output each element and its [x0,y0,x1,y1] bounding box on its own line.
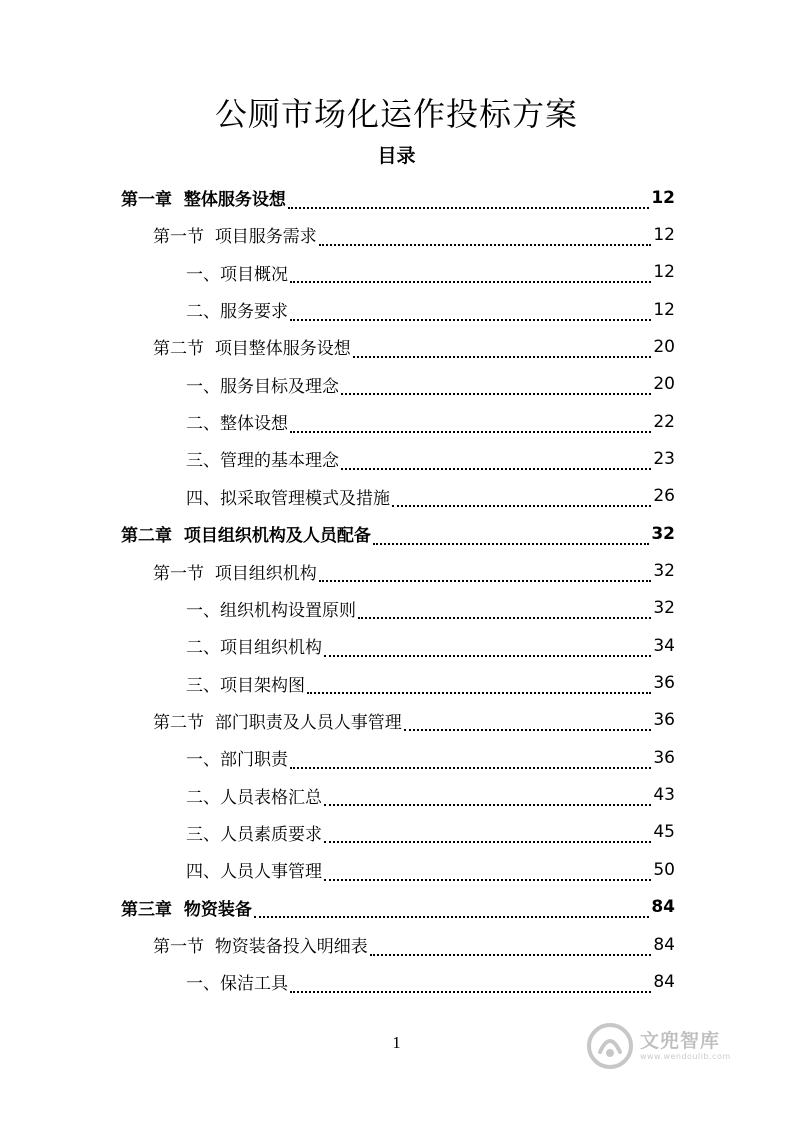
toc-entry-number: 一、 [186,600,220,621]
toc-heading: 目录 [377,145,416,167]
toc-entry-title: 人员表格汇总 [220,787,322,808]
toc-entry-page: 22 [653,411,675,432]
toc-section-entry[interactable] [153,328,675,365]
toc-section-entry[interactable] [153,926,675,963]
toc-subsection-entry[interactable] [186,478,675,515]
toc-subsection-entry[interactable] [186,403,675,440]
toc-dot-leader [341,454,651,470]
toc-dot-leader [324,790,651,806]
toc-dot-leader [324,865,651,881]
toc-entry-page: 23 [653,448,675,469]
toc-dot-leader [392,491,651,507]
toc-entry-title: 项目服务需求 [214,227,317,248]
toc-entry-number: 第一章 [121,190,184,210]
toc-chapter-entry[interactable] [121,515,675,552]
toc-entry-page: 20 [653,336,675,357]
toc-subsection-entry[interactable] [186,254,675,291]
toc-entry-number: 四、 [186,488,220,509]
toc-section-entry[interactable] [153,702,675,739]
toc-entry-number: 一、 [186,974,220,995]
toc-entry-page: 32 [651,523,675,544]
toc-subsection-entry[interactable] [186,440,675,477]
toc-entry-page: 12 [653,262,675,283]
toc-entry-title: 服务要求 [220,302,288,323]
toc-subsection-entry[interactable] [186,627,675,664]
toc-entry-page: 32 [653,561,675,581]
toc-entry-page: 84 [653,934,675,955]
toc-entry-page: 36 [653,673,675,694]
toc-entry-title: 项目概况 [220,264,288,285]
toc-dot-leader [373,529,649,545]
toc-section-entry[interactable] [153,553,675,590]
toc-entry-page: 12 [653,299,675,320]
toc-entry-page: 26 [653,486,675,507]
toc-entry-page: 20 [653,374,675,395]
toc-entry-number: 第一节 [153,227,215,248]
toc-entry-number: 第三章 [121,899,184,920]
watermark [586,1018,756,1074]
toc-entry-title: 组织机构设置原则 [220,600,356,621]
toc-dot-leader [290,977,651,993]
toc-dot-leader [319,566,652,582]
toc-entry-number: 第一节 [153,937,215,957]
toc-entry-page: 50 [653,859,675,880]
toc-entry-number: 二、 [186,302,220,323]
toc-entry-title: 保洁工具 [220,974,288,995]
toc-chapter-entry[interactable] [121,179,675,216]
toc-entry-number: 第二节 [153,339,215,360]
toc-dot-leader [319,230,652,246]
toc-entry-number: 第二节 [153,712,215,733]
toc-subsection-entry[interactable] [186,963,675,1000]
toc-entry-title: 部门职责及人员人事管理 [214,712,402,733]
watermark-name: 文兜智库 [640,1030,721,1052]
toc-dot-leader [324,827,651,843]
toc-subsection-entry[interactable] [186,777,675,814]
toc-entry-number: 第一节 [153,563,215,584]
toc-section-entry[interactable] [153,216,675,253]
toc-subsection-entry[interactable] [186,590,675,627]
toc-entry-page: 36 [653,747,675,768]
toc-entry-page: 12 [651,187,675,208]
toc-entry-page: 12 [653,224,675,245]
toc-entry-title: 服务目标及理念 [220,376,339,397]
toc-dot-leader [341,379,651,395]
toc-entry-number: 二、 [186,414,220,435]
toc-entry-title: 整体服务设想 [183,190,286,210]
toc-dot-leader [404,715,652,731]
toc-subsection-entry[interactable] [186,291,675,328]
toc-subsection-entry[interactable] [186,851,675,888]
toc-entry-number: 二、 [186,638,220,659]
toc-dot-leader [290,305,651,321]
toc-subsection-entry[interactable] [186,366,675,403]
toc-entry-page: 45 [653,822,675,843]
toc-dot-leader [307,678,651,694]
toc-subsection-entry[interactable] [186,739,675,776]
toc-entry-number: 三、 [186,824,220,845]
toc-chapter-entry[interactable] [121,889,675,926]
document-title: 公厕市场化运作投标方案 [214,95,578,133]
toc-entry-number: 二、 [186,787,220,808]
toc-entry-number: 三、 [186,675,220,696]
toc-entry-title: 物资装备 [183,899,252,920]
toc-entry-title: 项目整体服务设想 [214,339,351,360]
toc-subsection-entry[interactable] [186,814,675,851]
toc-dot-leader [324,641,651,657]
toc-entry-number: 一、 [186,750,220,771]
toc-subsection-entry[interactable] [186,665,675,702]
page-number: 1 [392,1033,401,1052]
toc-entry-page: 84 [651,897,675,918]
toc-entry-number: 第二章 [121,526,184,547]
toc-entry-title: 人员人事管理 [220,862,322,883]
toc-dot-leader [353,342,652,358]
watermark-url: www.wendoulib.com [640,1052,731,1061]
toc-dot-leader [358,603,651,619]
toc-entry-number: 一、 [186,376,220,397]
toc-entry-page: 36 [653,710,675,731]
toc-entry-page: 32 [653,598,675,619]
toc-entry-title: 部门职责 [220,750,288,771]
toc-dot-leader [370,940,652,956]
toc-entry-number: 一、 [186,264,220,285]
toc-dot-leader [254,902,649,918]
toc-dot-leader [290,753,651,769]
toc-entry-title: 拟采取管理模式及措施 [220,488,390,509]
toc-entry-title: 物资装备投入明细表 [214,937,368,957]
toc-entry-number: 四、 [186,862,220,883]
toc-entry-title: 项目架构图 [220,675,305,696]
toc-entry-page: 43 [653,785,675,806]
toc-entry-title: 人员素质要求 [220,824,322,845]
toc-entry-title: 管理的基本理念 [220,451,339,472]
toc-entry-title: 项目组织机构 [214,563,317,584]
toc-dot-leader [288,193,649,209]
toc-entry-page: 84 [653,971,675,992]
toc-entry-number: 三、 [186,451,220,472]
toc-entry-title: 项目组织机构 [220,638,322,659]
toc-entry-page: 34 [653,635,675,656]
toc-entry-title: 项目组织机构及人员配备 [183,526,371,547]
wendou-logo-icon [586,1022,634,1070]
toc-entry-title: 整体设想 [220,414,288,435]
toc-dot-leader [290,417,651,433]
toc-dot-leader [290,267,651,283]
